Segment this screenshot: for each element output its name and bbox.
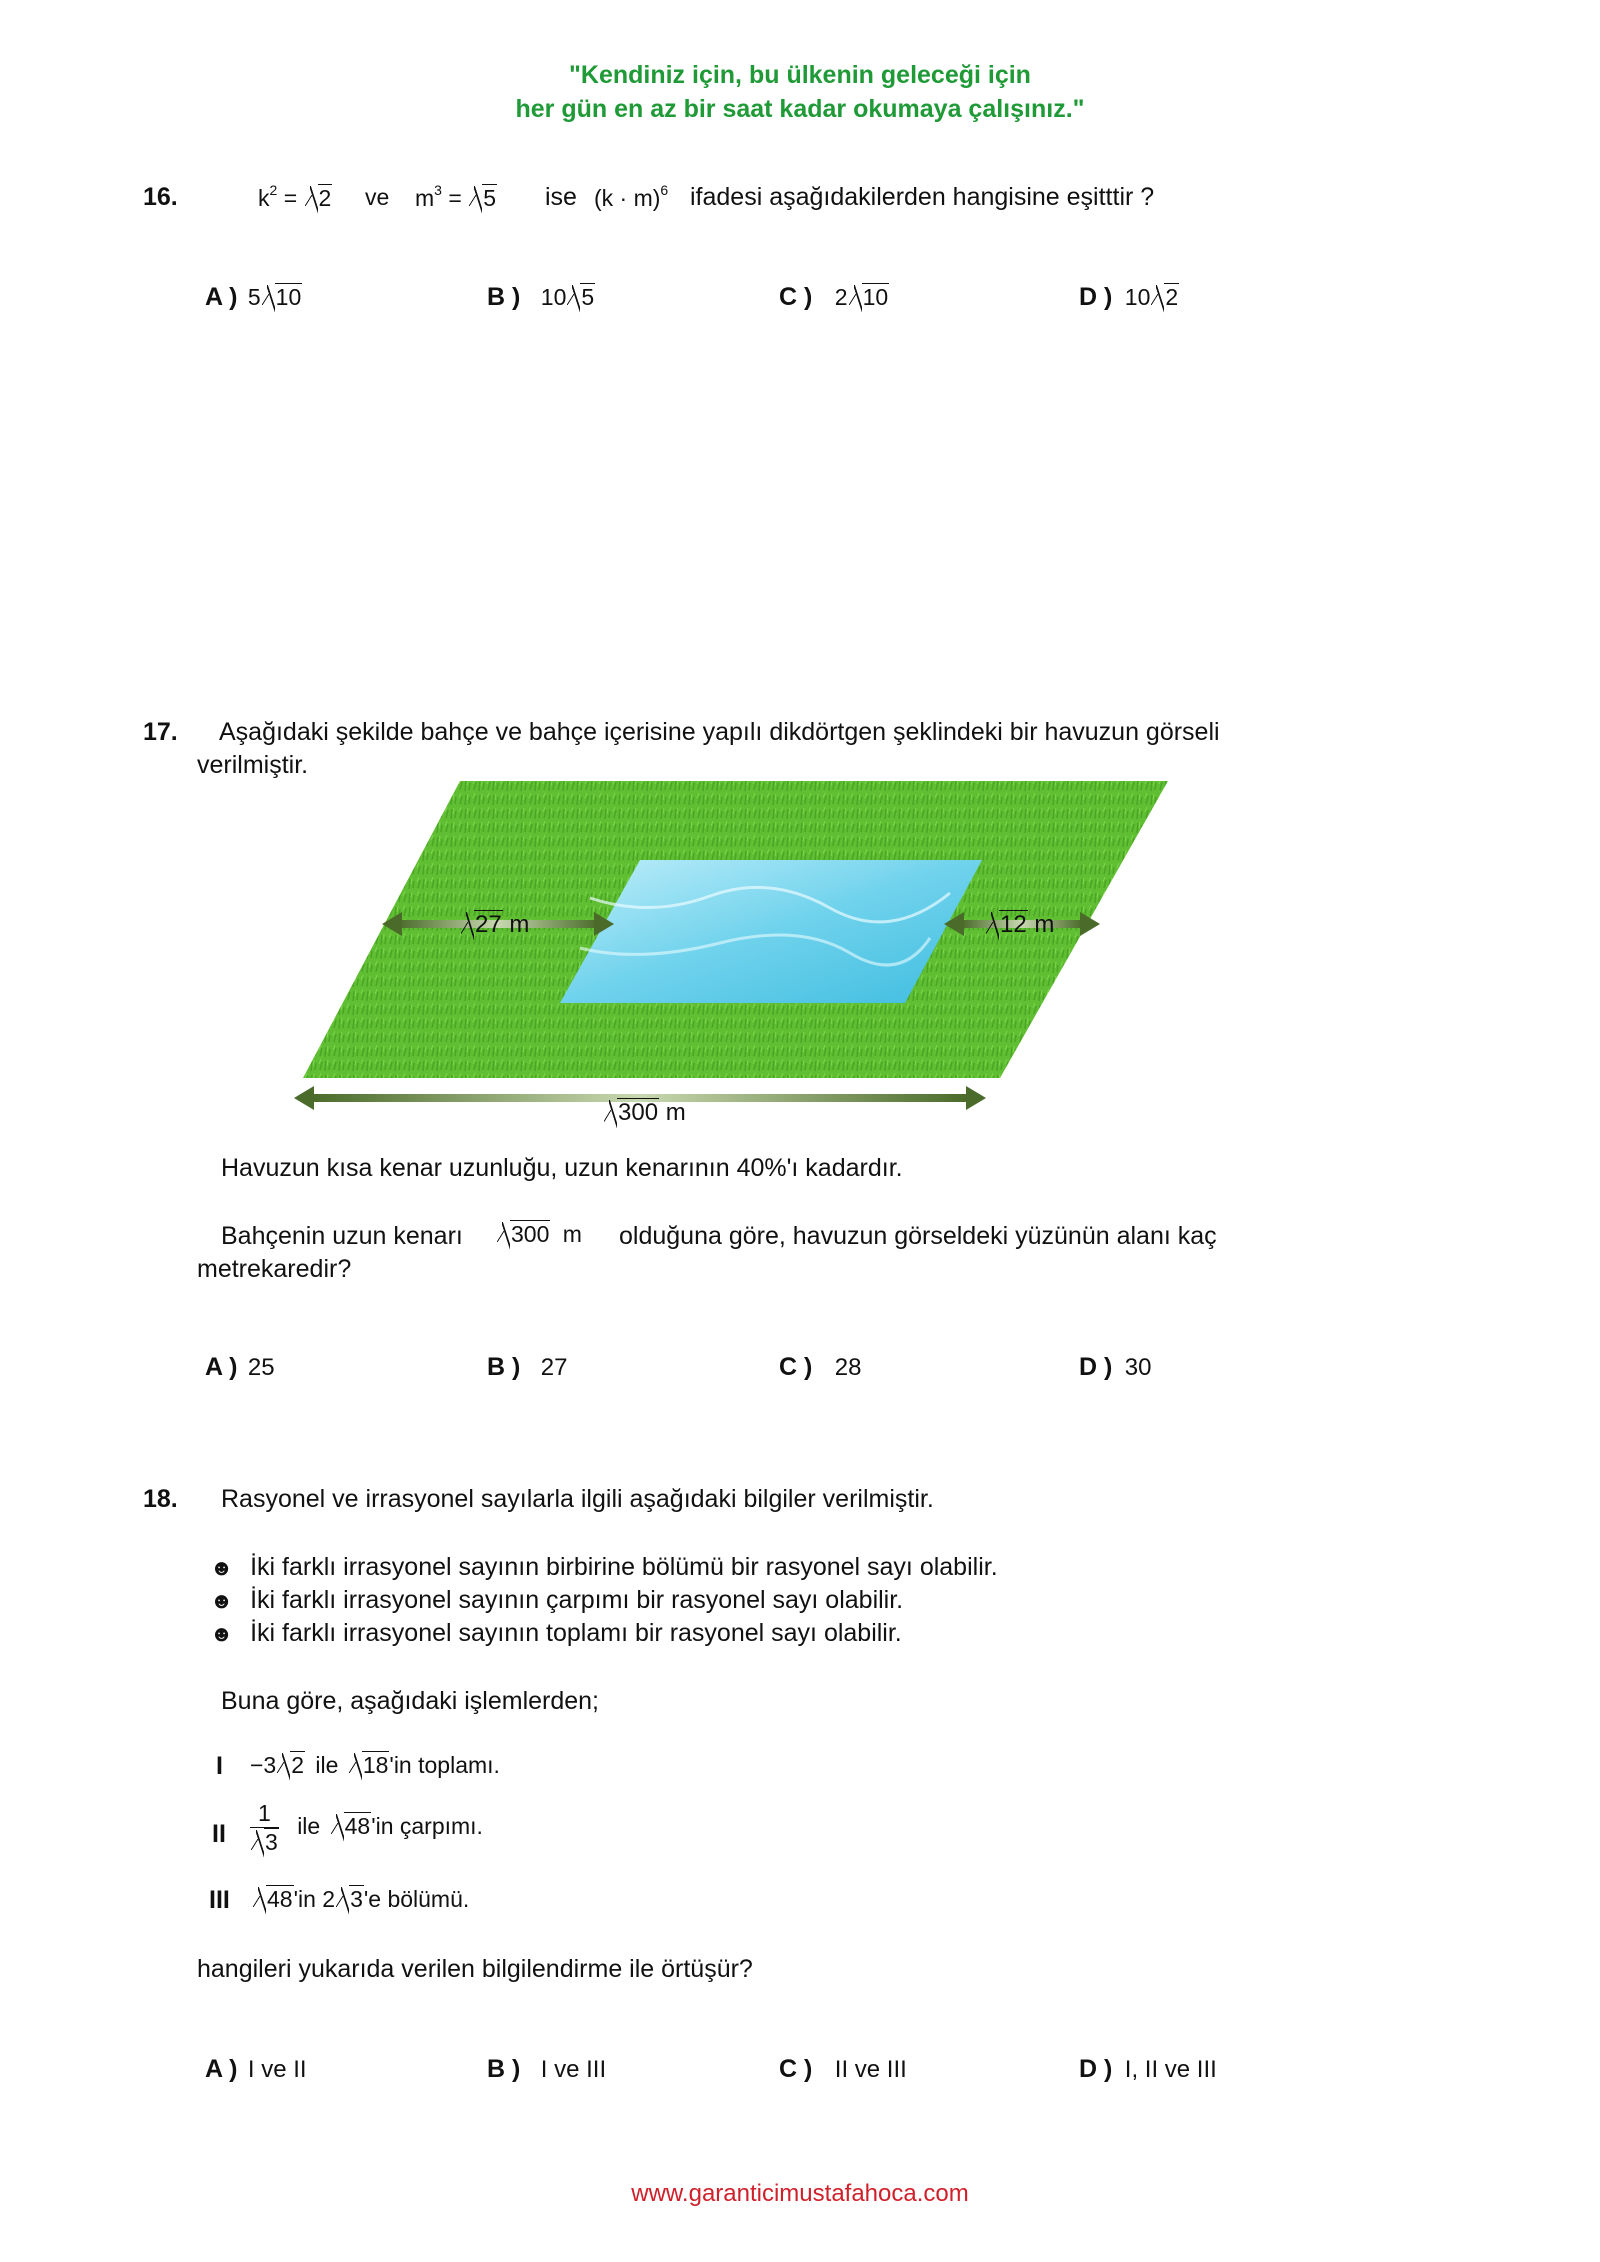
- q18-option-d[interactable]: D ) I, II ve III: [1079, 2055, 1217, 2083]
- q17-option-c[interactable]: C ) 28: [779, 1353, 862, 1381]
- q18-bullet-1: ☻ İki farklı irrasyonel sayının birbirine bölümü bir rasyonel sayı olabilir.: [210, 1553, 998, 1581]
- q16-k-equation: $k^2 = 2$: [258, 182, 332, 211]
- q16-option-a[interactable]: A ) 5 10: [205, 283, 302, 311]
- q18-bullet-3: ☻ İki farklı irrasyonel sayının toplamı bir rasyonel sayı olabilir.: [210, 1619, 902, 1647]
- q16-km-expression: $(k \cdot m)^6$: [594, 182, 669, 211]
- garden-pool-figure: [290, 778, 1190, 1128]
- q17-question-line2: metrekaredir?: [197, 1255, 352, 1283]
- bottom-length-label: 300 m: [603, 1098, 686, 1127]
- footer-website-link[interactable]: www.garanticimustafahoca.com: [631, 2180, 969, 2207]
- q18-question: hangileri yukarıda verilen bilgilendirme ile örtüşür?: [197, 1955, 753, 1983]
- q16-and: ve: [365, 184, 390, 210]
- q18-option-b[interactable]: B ) I ve III: [487, 2055, 607, 2083]
- q18-item-ii-expression: $\frac{1}{3}$ ile 48'in çarpımı.: [250, 1800, 483, 1856]
- q18-item-iii-label: III: [209, 1886, 230, 1914]
- q18-option-a[interactable]: A ) I ve II: [205, 2055, 307, 2083]
- question-18-number: 18.: [143, 1485, 178, 1513]
- q18-bullet-2: ☻ İki farklı irrasyonel sayının çarpımı bir rasyonel sayı olabilir.: [210, 1586, 904, 1614]
- q18-item-iii-expression: 48'in 2 3'e bölümü.: [252, 1885, 469, 1913]
- q16-m-equation: $m^3 = 5$: [415, 182, 496, 211]
- q18-item-i-label: I: [216, 1752, 223, 1780]
- q17-question-part2: olduğuna göre, havuzun görseldeki yüzünün alanı kaç: [619, 1222, 1217, 1250]
- q17-option-b[interactable]: B ) 27: [487, 1353, 568, 1381]
- left-distance-label: 27 m: [460, 910, 529, 939]
- q17-info-text: Havuzun kısa kenar uzunluğu, uzun kenarının 40%'ı kadardır.: [221, 1154, 903, 1182]
- q17-intro-line2: verilmiştir.: [197, 751, 309, 779]
- fraction: $\frac{1}{3}$: [250, 1800, 279, 1856]
- q17-question-length: 300 m: [496, 1220, 582, 1248]
- header-quote-line1: "Kendiniz için, bu ülkenin geleceği için: [569, 61, 1031, 89]
- q18-lead: Buna göre, aşağıdaki işlemlerden;: [221, 1687, 600, 1715]
- q18-intro: Rasyonel ve irrasyonel sayılarla ilgili aşağıdaki bilgiler verilmiştir.: [221, 1485, 934, 1513]
- q17-question-part1: Bahçenin uzun kenarı: [221, 1222, 463, 1250]
- smiley-bullet-icon: ☻: [210, 1621, 234, 1646]
- header-quote-line2: her gün en az bir saat kadar okumaya çalışınız.": [515, 95, 1085, 123]
- q18-item-i-expression: −3 2 ile 18'in toplamı.: [250, 1752, 500, 1778]
- q18-item-ii-label: II: [212, 1820, 226, 1848]
- q16-option-d[interactable]: D ) 10 2: [1079, 283, 1179, 311]
- q16-question-text: ifadesi aşağıdakilerden hangisine eşitttir ?: [690, 183, 1155, 211]
- q18-option-c[interactable]: C ) II ve III: [779, 2055, 907, 2083]
- q16-ise: ise: [545, 183, 577, 211]
- q17-intro-line1: Aşağıdaki şekilde bahçe ve bahçe içerisine yapılı dikdörtgen şeklindeki bir havuzun görseli: [219, 718, 1220, 746]
- q16-option-c[interactable]: C ) 2 10: [779, 283, 889, 311]
- question-16-number: 16.: [143, 183, 178, 211]
- q17-option-a[interactable]: A ) 25: [205, 1353, 275, 1381]
- right-distance-label: 12 m: [985, 910, 1054, 939]
- question-17-number: 17.: [143, 718, 178, 746]
- q16-option-b[interactable]: B ) 10 5: [487, 283, 595, 311]
- smiley-bullet-icon: ☻: [210, 1555, 234, 1580]
- q17-option-d[interactable]: D ) 30: [1079, 1353, 1152, 1381]
- smiley-bullet-icon: ☻: [210, 1588, 234, 1613]
